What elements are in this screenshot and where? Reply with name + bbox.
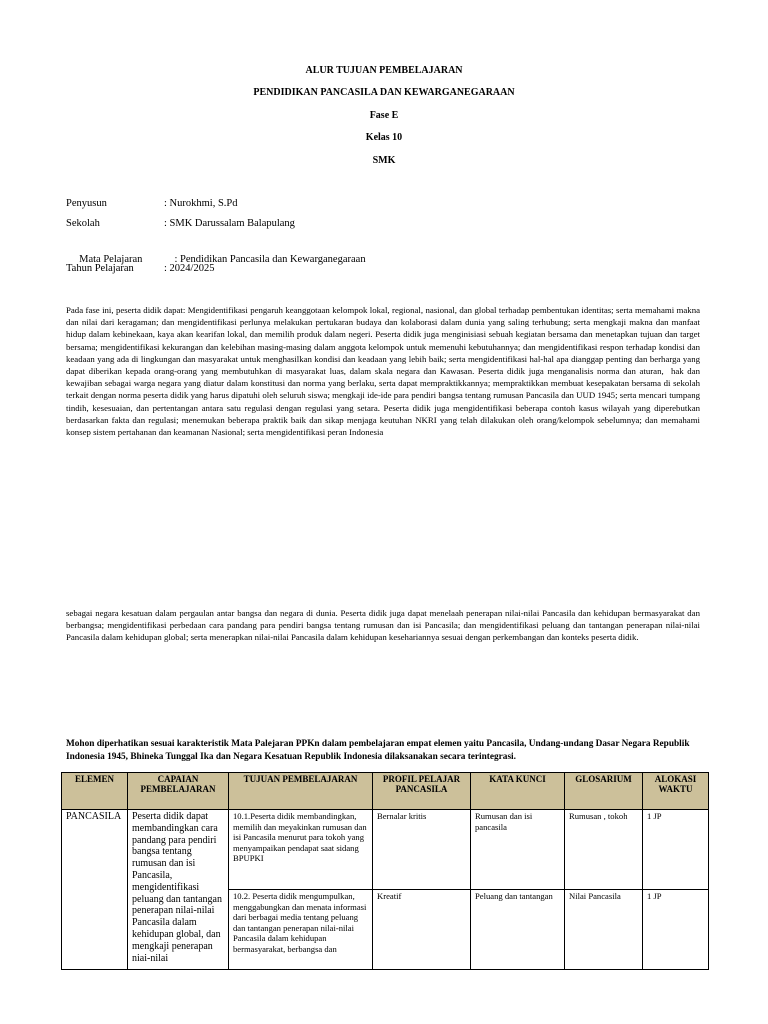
profil-cell: Kreatif <box>373 890 471 970</box>
glosarium-cell: Nilai Pancasila <box>565 890 643 970</box>
meta-label: Tahun Pelajaran <box>66 263 134 274</box>
header-capaian: CAPAIAN PEMBELAJARAN <box>128 773 229 810</box>
element-cell: PANCASILA <box>62 810 128 970</box>
meta-year <box>66 263 214 274</box>
meta-school <box>66 218 295 229</box>
meta-author <box>66 198 238 209</box>
profil-cell: Bernalar kritis <box>373 810 471 890</box>
table-header-row <box>62 773 709 810</box>
meta-value: : Nurokhmi, S.Pd <box>164 198 238 209</box>
table-row <box>62 810 709 890</box>
header-kata-kunci: KATA KUNCI <box>471 773 565 810</box>
meta-label: Mata Pelajaran <box>76 254 143 265</box>
document-title: ALUR TUJUAN PEMBELAJARAN <box>305 65 463 76</box>
header-tujuan: TUJUAN PEMBELAJARAN <box>229 773 373 810</box>
meta-value: : SMK Darussalam Balapulang <box>164 218 295 229</box>
learning-objectives-table <box>61 772 709 970</box>
document-subject: PENDIDIKAN PANCASILA DAN KEWARGANEGARAAN <box>253 87 515 98</box>
header-glosarium: GLOSARIUM <box>565 773 643 810</box>
integration-note: Mohon diperhatikan sesuai karakteristik Mata Palejaran PPKn dalam pembelajaran empat elemen yaitu Pancasila, Undang-undang Dasar Negara Republik Indonesia 1945, Bhineka Tunggal Ika dan Negara Kesatuan Republik Indonesia dilaksanakan secara terintegrasi. <box>66 739 690 762</box>
document-phase: Fase E <box>369 110 399 121</box>
capaian-cell: Peserta didik dapat membandingkan cara pandang para pendiri bangsa tentang rumusan dan isi Pancasila, mengidentifikasi peluang dan tantangan penerapan nilai-nilai Pancasila dalam kehidupan global, dan mengkaji penerapan niai-nilai <box>128 810 229 970</box>
meta-value: : 2024/2025 <box>164 263 215 274</box>
document-school-type: SMK <box>372 155 396 166</box>
tujuan-cell: 10.2. Peserta didik mengumpulkan, menggabungkan dan menata informasi dari berbagai media tentang peluang dan tantangan penerapan nilai-nilai Pancasila dalam kehidupan bermasyarakat, berbangsa dan <box>229 890 373 970</box>
intro-paragraph: Pada fase ini, peserta didik dapat: Mengidentifikasi pengaruh keanggotaan kelompok lokal, regional, nasional, dan global terhadap pembentukan identitas; serta memahami makna dan nilai dari keragaman; dan mengidentifikasi perlunya melakukan pertukaran budaya dan kolaborasi dalam dunia yang saling terhubung; serta mengkaji makna dan manfaat hidup dalam kebinekaan, kaya akan kearifan lokal, dan memilih produk dalam negeri. Peserta didik juga menginisiasi sebuah kegiatan bersama dan menetapkan tujuan dan target bersama; mengidentifikasi kekurangan dan kelebihan masing-masing dalam anggota kelompok untuk memenuhi kebutuhannya; dan mengidentifikasi respon terhadap kondisi dan keadaan yang ada di lingkungan dan masyarakat untuk menghasilkan kondisi dan keadaan yang lebih baik; serta mengidentifikasi hal-hal apa dianggap penting dan berharga yang dapat diberikan kepada orang-orang yang membutuhkan di masyarakat luas, dalam skala negara dan Kawasan. Peserta didik juga menganalisis norma dan aturan, hak dan kewajiban sebagai warga negara yang diatur dalam konstitusi dan norma yang berlaku, serta dapat mempraktikkannya; mempraktikkan membuat kesepakatan bersama di sekolah terkait dengan norma peserta didik yang harus dipatuhi oleh seluruh siswa; mengkaji ide-ide para pendiri bangsa tentang rumusan Pancasila dan UUD 1945; serta mencari tumpang tindih, kesesuaian, dan pertentangan antara satu regulasi dengan regulasi yang setara. Peserta didik juga mengidentifikasi beberapa contoh kasus wilayah yang diperebutkan berdasarkan fakta dan regulasi; menemukan beberapa praktik baik dan sikap menjaga keutuhan NKRI yang telah dilakukan oleh orang/kelompok sebelumnya; dan memahami konsep sistem pertahanan dan keamanan Nasional; serta mengidentifikasi peran Indonesia <box>66 305 703 438</box>
meta-label: Sekolah <box>66 218 100 229</box>
header-elemen: ELEMEN <box>62 773 128 810</box>
meta-value: : Pendidikan Pancasila dan Kewarganegaraan <box>174 254 366 265</box>
glosarium-cell: Rumusan , tokoh <box>565 810 643 890</box>
meta-label: Penyusun <box>66 198 107 209</box>
alokasi-cell: 1 JP <box>643 810 709 890</box>
tujuan-cell: 10.1.Peserta didik membandingkan, memilih dan meyakinkan rumusan dan isi Pancasila menurut para tokoh yang menyampaikan pendapat saat sidang BPUPKI <box>229 810 373 890</box>
kata-kunci-cell: Rumusan dan isi pancasila <box>471 810 565 890</box>
kata-kunci-cell: Peluang dan tantangan <box>471 890 565 970</box>
header-profil: PROFIL PELAJAR PANCASILA <box>373 773 471 810</box>
alokasi-cell: 1 JP <box>643 890 709 970</box>
document-grade: Kelas 10 <box>365 132 403 143</box>
header-alokasi: ALOKASI WAKTU <box>643 773 709 810</box>
continuation-paragraph: sebagai negara kesatuan dalam pergaulan antar bangsa dan negara di dunia. Peserta didik juga dapat menelaah penerapan nilai-nilai Pancasila dan kehidupan bermasyarakat dan berbangsa; mengidentifikasi perbedaan cara pandang para pendiri bangsa tentang rumusan dan isi Pancasila; dan mengidentifikasi peluang dan tantangan penerapan nilai-nilai Pancasila dalam kehidupan global; serta menerapkan nilai-nilai Pancasila dalam kehidupan kesehariannya sesuai dengan perkembangan dan konteks peserta didik. <box>66 608 700 643</box>
